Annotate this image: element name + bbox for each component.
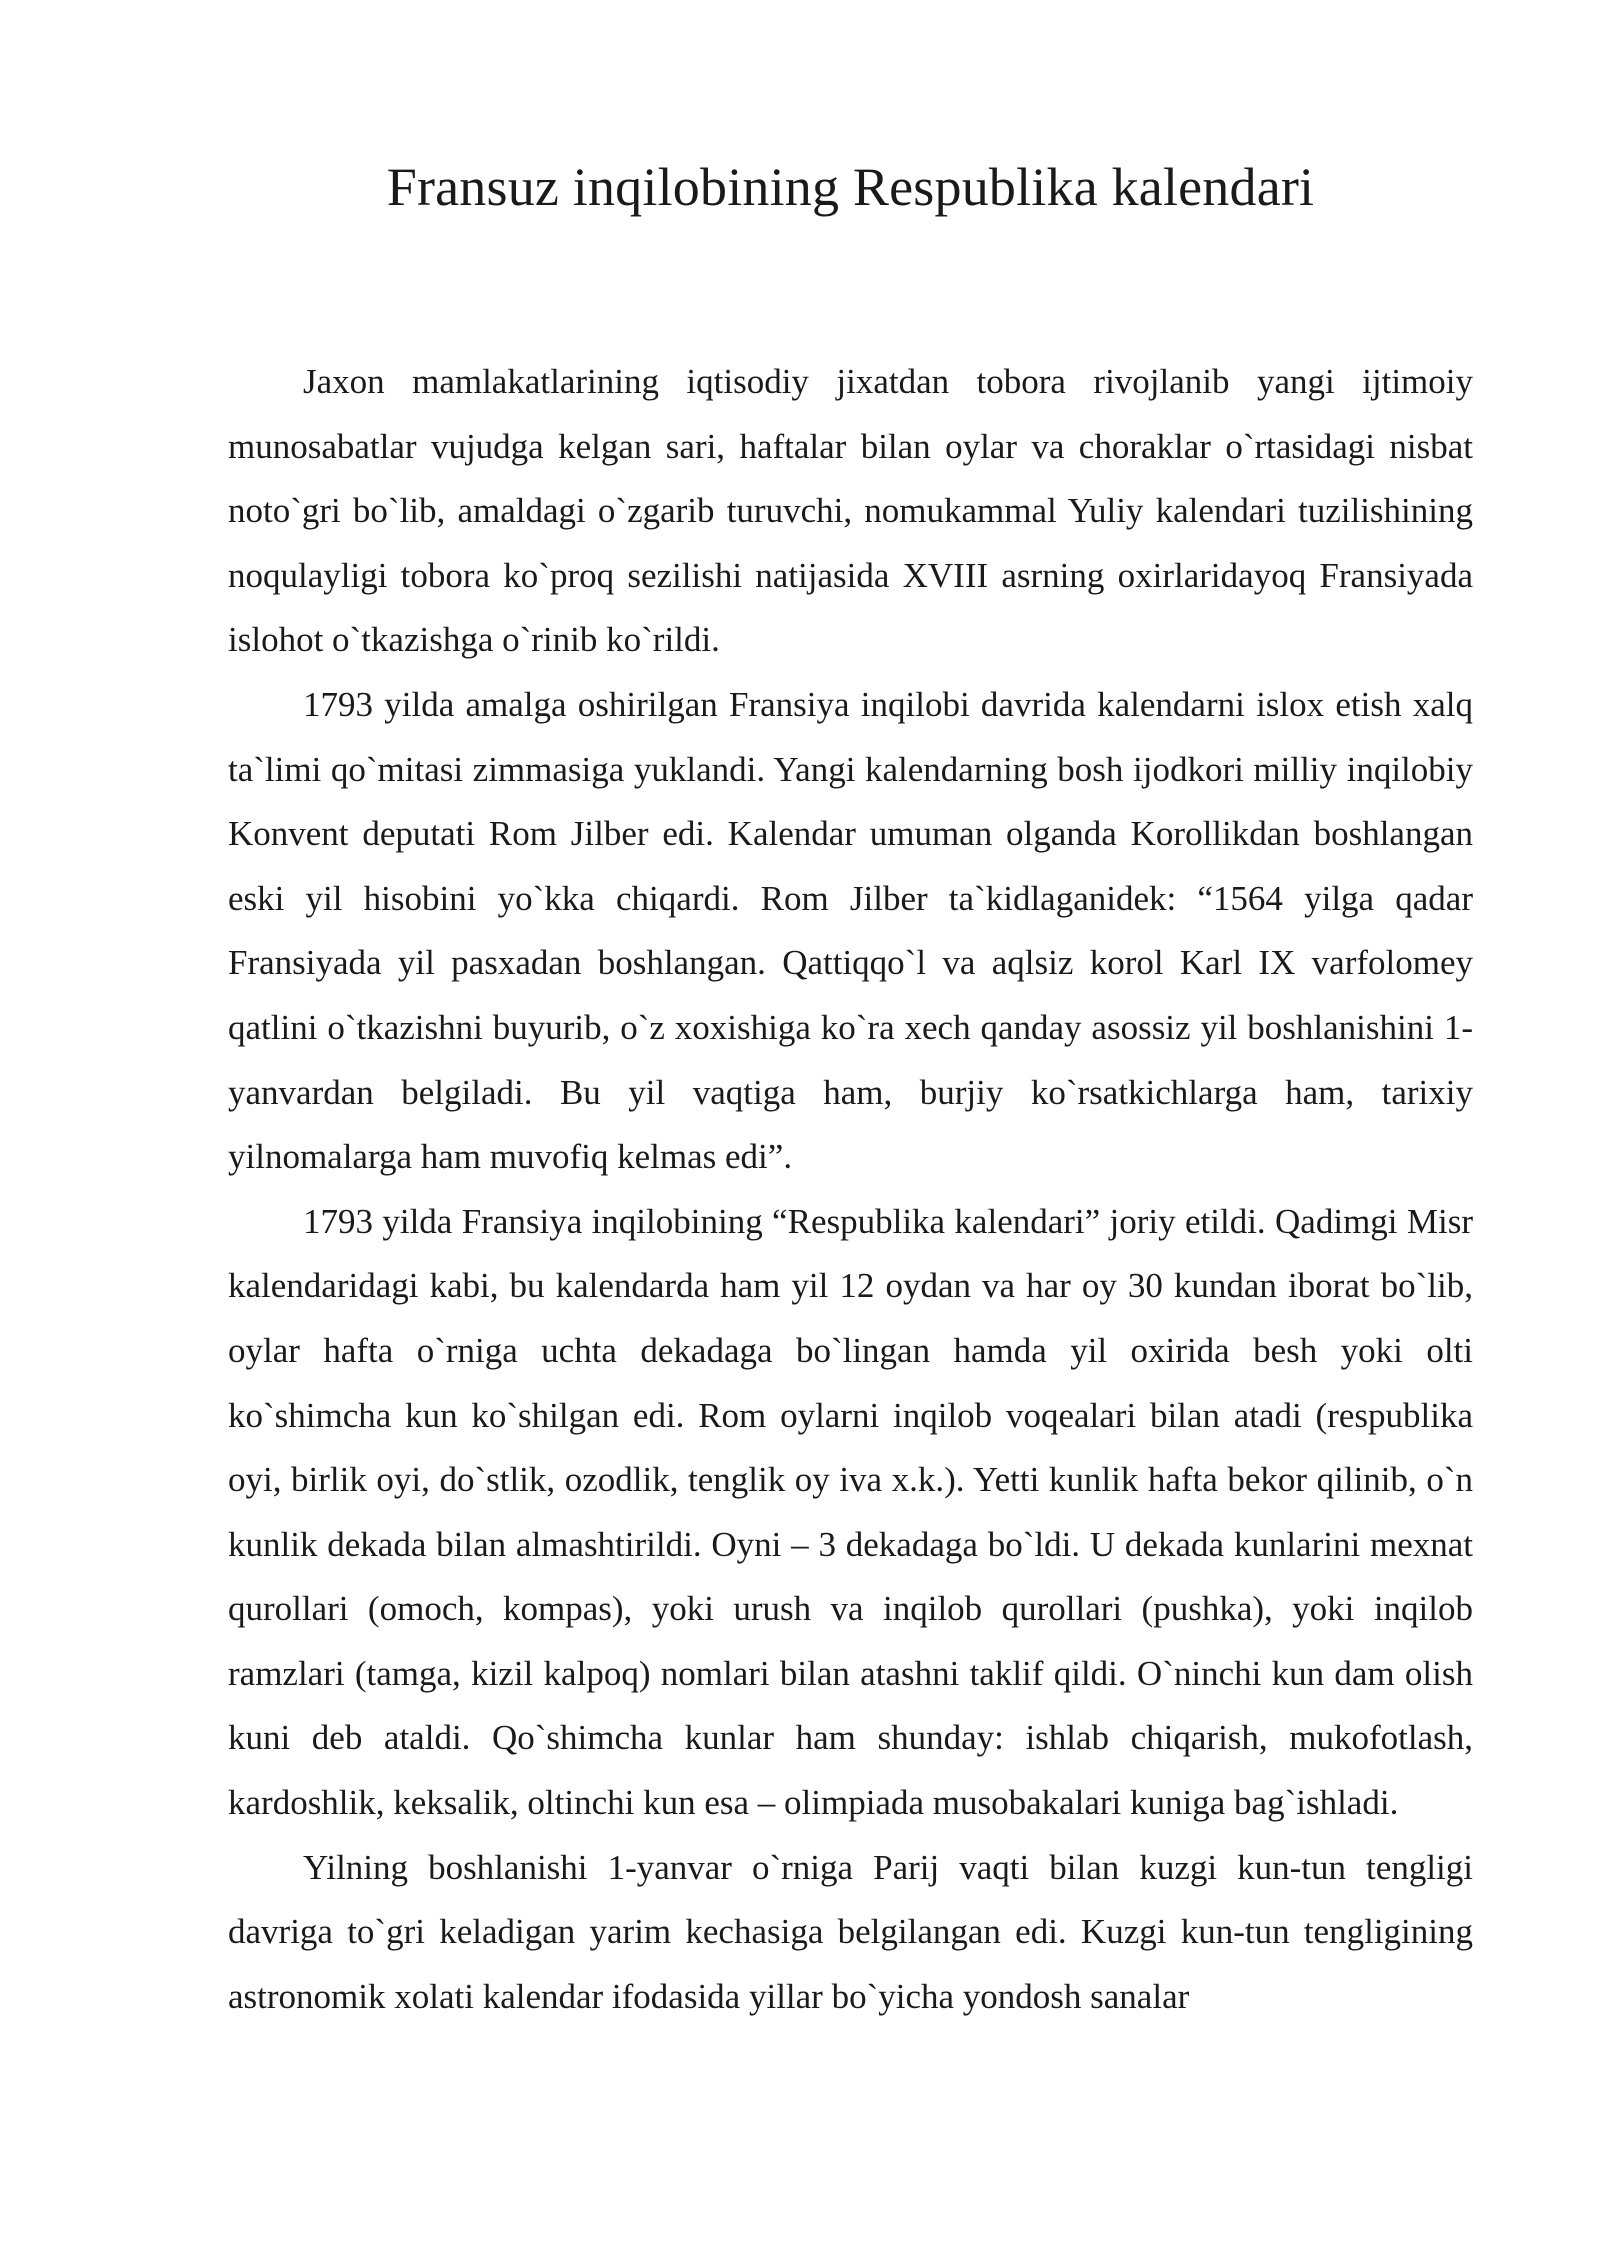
paragraph-1: Jaxon mamlakatlarining iqtisodiy jixatdan tobora rivojlanib yangi ijtimoiy munosabatlar vujudga kelgan sari, haftalar bilan oylar va choraklar o`rtasidagi nisbat noto`gri bo`lib, amaldagi o`zgarib turuvchi, nomukammal Yuliy kalendari tuzilishining noqulayligi tobora ko`proq sezilishi natijasida XVIII asrning oxirlaridayoq Fransiyada islohot o`tkazishga o`rinib ko`rildi. [228, 362, 1473, 660]
paragraph-3: 1793 yilda Fransiya inqilobining “Respublika kalendari” joriy etildi. Qadimgi Misr kalendaridagi kabi, bu kalendarda ham yil 12 oydan va har oy 30 kundan iborat bo`lib, oylar hafta o`rniga uchta dekadaga bo`lingan hamda yil oxirida besh yoki olti ko`shimcha kun ko`shilgan edi. Rom oylarni inqilob voqealari bilan atadi (respublika oyi, birlik oyi, do`stlik, ozodlik, tenglik oy iva x.k.). Yetti kunlik hafta bekor qilinib, o`n kunlik dekada bilan almashtirildi. Oyni – 3 dekadaga bo`ldi. U dekada kunlarini mexnat qurollari (omoch, kompas), yoki urush va inqilob qurollari (pushka), yoki inqilob ramzlari (tamga, kizil kalpoq) nomlari bilan atashni taklif qildi. O`ninchi kun dam olish kuni deb ataldi. Qo`shimcha kunlar ham shunday: ishlab chiqarish, mukofotlash, kardoshlik, keksalik, oltinchi kun esa – olimpiada musobakalari kuniga bag`ishladi. [228, 1201, 1473, 1823]
paragraph-4: Yilning boshlanishi 1-yanvar o`rniga Parij vaqti bilan kuzgi kun-tun tengligi davriga to`gri keladigan yarim kechasiga belgilangan edi. Kuzgi kun-tun tengligining astronomik xolati kalendar ifodasida yillar bo`yicha yondosh sanalar [228, 1847, 1473, 2016]
document-body [228, 350, 1473, 2029]
paragraph-2: 1793 yilda amalga oshirilgan Fransiya inqilobi davrida kalendarni islox etish xalq ta`limi qo`mitasi zimmasiga yuklandi. Yangi kalendarning bosh ijodkori milliy inqilobiy Konvent deputati Rom Jilber edi. Kalendar umuman olganda Korollikdan boshlangan eski yil hisobini yo`kka chiqardi. Rom Jilber ta`kidlaganidek: “1564 yilga qadar Fransiyada yil pasxadan boshlangan. Qattiqqo`l va aqlsiz korol Karl IX varfolomey qatlini o`tkazishni buyurib, o`z xoxishiga ko`ra xech qanday asossiz yil boshlanishini 1-yanvardan belgiladi. Bu yil vaqtiga ham, burjiy ko`rsatkichlarga ham, tarixiy yilnomalarga ham muvofiq kelmas edi”. [228, 684, 1473, 1177]
document-title: Fransuz inqilobining Respublika kalendari [386, 157, 1315, 217]
